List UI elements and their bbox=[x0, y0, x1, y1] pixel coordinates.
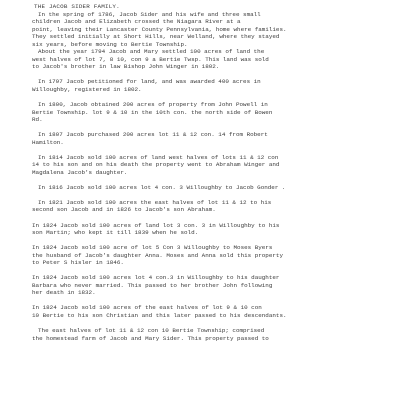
paragraph bbox=[32, 222, 382, 237]
text-line: In 1824 Jacob sold 100 acres of land lot 3 con. 3 in Willoughby to his bbox=[32, 221, 280, 229]
text-line: The east halves of lot 11 & 12 con 10 Bertie Township; comprised bbox=[38, 327, 265, 334]
text-line: 10 Bertie to his son Christian and this later passed to his descendants. bbox=[32, 311, 287, 319]
text-line: 14 to his son and on his death the property went to Abraham Winger and bbox=[32, 161, 280, 169]
text-line: son Martin; who kept it till 1839 when he sold. bbox=[32, 229, 199, 237]
paragraph bbox=[32, 274, 382, 297]
text-line: Barbara who never married. This passed to her brother John following bbox=[32, 281, 273, 289]
text-line: In 1800, Jacob obtained 200 acres of property from John Powell in bbox=[38, 101, 268, 109]
text-line: In 1824 Jacob sold 100 acres of the east halves of lot 9 & 10 con bbox=[32, 304, 262, 312]
text-line: six years, before moving to Bertie Township. bbox=[32, 40, 188, 48]
paragraph bbox=[32, 304, 382, 319]
text-line: In the spring of 1786, Jacob Sider and his wife and three small bbox=[38, 10, 261, 18]
text-line: About the year 1794 Jacob and Mary settled 100 acres of land the bbox=[38, 48, 265, 56]
paragraph bbox=[32, 327, 382, 342]
text-line: In 1824 Jacob sold 100 acres lot 4 con.3 in Willoughby to his daughter bbox=[32, 274, 280, 282]
document-heading: THE JACOB SIDER FAMILY. bbox=[34, 3, 120, 10]
text-line: Magdalena Jacob's daughter. bbox=[32, 168, 128, 176]
text-line: the homestead farm of Jacob and Mary Sider. This property passed to bbox=[32, 334, 269, 342]
text-line: her death in 1832. bbox=[32, 289, 96, 297]
text-line: In 1814 Jacob sold 100 acres of land west halves of lots 11 & 12 con bbox=[38, 153, 279, 161]
document-body bbox=[32, 11, 382, 343]
paragraph bbox=[32, 48, 382, 71]
text-line: to Peter S hisler in 1846. bbox=[32, 259, 124, 267]
text-line: second son Jacob and in 1826 to Jacob's son Abraham. bbox=[32, 206, 216, 214]
paragraph bbox=[32, 154, 382, 177]
text-line: In 1824 Jacob sold 100 acre of lot 5 Con 3 Willoughby to Moses Byers bbox=[32, 244, 273, 252]
text-line: Hamilton. bbox=[32, 138, 64, 146]
paragraph bbox=[32, 131, 382, 146]
text-line: Rd. bbox=[32, 116, 43, 124]
text-line: In 1821 Jacob sold 100 acres the east halves of lot 11 & 12 to his bbox=[38, 198, 272, 206]
text-line: Willoughby, registered in 1802. bbox=[32, 85, 142, 93]
paragraph bbox=[32, 78, 382, 93]
text-line: Bertie Township. lot 9 & 10 in the 10th con. the north side of Bowen bbox=[32, 108, 273, 116]
text-line: west halves of lot 7, 8 10, con 9 a Bertie Twsp. This land was sold bbox=[32, 55, 269, 63]
text-line: In 1807 Jacob purchased 200 acres lot 11 & 12 con. 14 from Robert bbox=[38, 131, 268, 139]
text-line: In 1797 Jacob petitioned for land, and was awarded 400 acres in bbox=[38, 78, 261, 86]
text-line: children Jacob and Elizabeth crossed the Niagara River at a bbox=[32, 18, 241, 26]
text-line: the husband of Jacob's daughter Anna. Moses and Anna sold this property bbox=[32, 251, 283, 259]
text-line: to Jacob's brother in law Bishop John Winger in 1802. bbox=[32, 63, 220, 71]
paragraph bbox=[32, 199, 382, 214]
paragraph bbox=[32, 101, 382, 124]
paragraph bbox=[32, 184, 382, 192]
text-line: point, leaving their Lancaster County Pennsylvania, home where families. bbox=[32, 25, 287, 33]
text-line: They settled initially at Short Hills, near Welland, where they stayed bbox=[32, 33, 280, 41]
paragraph bbox=[32, 244, 382, 267]
paragraph bbox=[32, 11, 382, 49]
text-line: In 1816 Jacob sold 100 acres lot 4 con. 3 Willoughby to Jacob Gonder . bbox=[38, 183, 286, 191]
